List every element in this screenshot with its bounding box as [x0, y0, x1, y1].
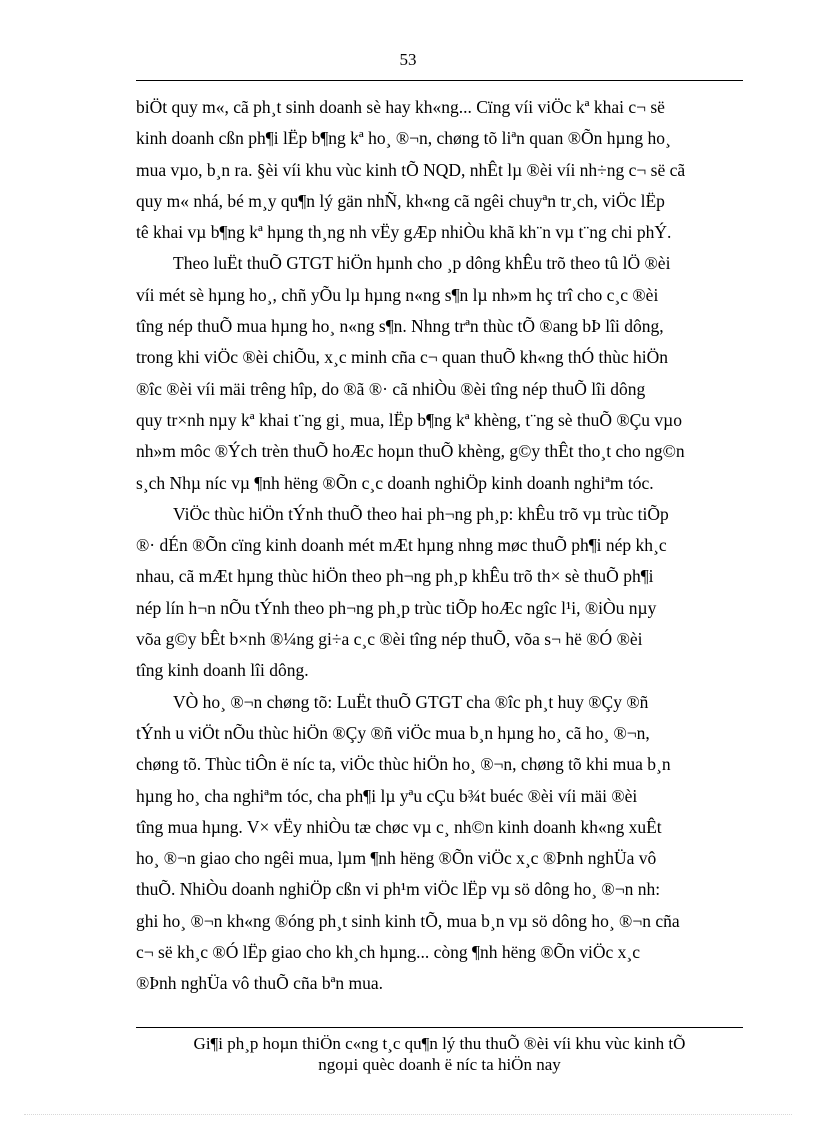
paragraph-first-line: VÒ ho¸ ®¬n chøng tõ: LuËt thuÕ GTGT cha ®îc ph¸t huy ®Çy ®ñ [173, 691, 649, 712]
text-line: víi mét sè hµng ho¸, chñ yÕu lµ hµng n«ng s¶n lµ nh»m hç trî cho c¸c ®èi [136, 284, 659, 305]
footer-title-line-1: Gi¶i ph¸p hoµn thiÖn c«ng t¸c qu¶n lý thu thuÕ ®èi víi khu vùc kinh tÕ [193, 1034, 686, 1053]
text-line: s¸ch Nhµ níc vµ ¶nh hëng ®Õn c¸c doanh nghiÖp kinh doanh nghiªm tóc. [136, 472, 654, 493]
page-footer [136, 1033, 743, 1075]
text-line: ho¸ ®¬n giao cho ngêi mua, lµm ¶nh hëng ®Õn viÖc x¸c ®Þnh nghÜa vô [136, 848, 657, 869]
paragraph-first-line: ViÖc thùc hiÖn tÝnh thuÕ theo hai ph¬ng ph¸p: khÊu trõ vµ trùc tiÕp [173, 503, 669, 524]
paragraph-first-line: Theo luËt thuÕ GTGT hiÖn hµnh cho ¸p dông khÊu trõ theo tû lÖ ®èi [173, 253, 671, 274]
text-line: c¬ së kh¸c ®Ó lËp giao cho kh¸ch hµng... còng ¶nh hëng ®Õn viÖc x¸c [136, 942, 641, 963]
text-line: quy m« nhá, bé m¸y qu¶n lý gän nhÑ, kh«ng cã ngêi chuyªn tr¸ch, viÖc lËp [136, 190, 665, 211]
text-line: ghi ho¸ ®¬n kh«ng ®óng ph¸t sinh kinh tÕ, mua b¸n vµ sö dông ho¸ ®¬n cña [136, 910, 680, 931]
text-line: biÖt quy m«, cã ph¸t sinh doanh sè hay kh«ng... Cïng víi viÖc kª khai c¬ së [136, 97, 665, 117]
text-line: trong khi viÖc ®èi chiÕu, x¸c minh cña c¬ quan thuÕ kh«ng thÓ thùc hiÖn [136, 347, 669, 368]
text-line: ®· dÉn ®Õn cïng kinh doanh mét mÆt hµng nhng møc thuÕ ph¶i nép kh¸c [136, 535, 667, 556]
text-line: quy tr×nh nµy kª khai t¨ng gi¸ mua, lËp b¶ng kª khèng, t¨ng sè thuÕ ®Çu vµo [136, 409, 683, 430]
text-line: ®îc ®èi víi mäi trêng hîp, do ®ã ®· cã nhiÒu ®èi tîng nép thuÕ lîi dông [136, 378, 646, 399]
header-divider [136, 80, 743, 81]
text-line: kinh doanh cßn ph¶i lËp b¶ng kª ho¸ ®¬n, chøng tõ liªn quan ®Õn hµng ho¸ [136, 128, 671, 149]
footer-title-line-2: ngoµi quèc doanh ë níc ta hiÖn nay [318, 1055, 561, 1074]
document-body [136, 92, 740, 1000]
text-line: tÝnh u viÖt nÕu thùc hiÖn ®Çy ®ñ viÖc mua b¸n hµng ho¸ cã ho¸ ®¬n, [136, 722, 650, 743]
text-line: tîng nép thuÕ mua hµng ho¸ n«ng s¶n. Nhng trªn thùc tÕ ®ang bÞ lîi dông, [136, 316, 664, 337]
text-line: thuÕ. NhiÒu doanh nghiÖp cßn vi ph¹m viÖc lËp vµ sö dông ho¸ ®¬n nh: [136, 879, 661, 900]
text-line: võa g©y bÊt b×nh ®¼ng gi÷a c¸c ®èi tîng nép thuÕ, võa s¬ hë ®Ó ®èi [136, 629, 643, 650]
text-line: chøng tõ. Thùc tiÔn ë níc ta, viÖc thùc hiÖn ho¸ ®¬n, chøng tõ khi mua b¸n [136, 754, 671, 775]
text-line: mua vµo, b¸n ra. §èi víi khu vùc kinh tÕ NQD, nhÊt lµ ®èi víi nh÷ng c¬ së cã [136, 159, 686, 180]
page-edge-divider [24, 1114, 792, 1115]
text-line: tîng kinh doanh lîi dông. [136, 660, 309, 681]
text-line: ®Þnh nghÜa vô thuÕ cña bªn mua. [136, 973, 384, 994]
footer-divider [136, 1027, 743, 1028]
text-line: tê khai vµ b¶ng kª hµng th¸ng nh vËy gÆp nhiÒu khã kh¨n vµ t¨ng chi phÝ. [136, 222, 672, 243]
text-line: nép lín h¬n nÕu tÝnh theo ph¬ng ph¸p trùc tiÕp hoÆc ngîc l¹i, ®iÒu nµy [136, 597, 657, 618]
page-number: 53 [399, 50, 417, 69]
text-line: nh»m môc ®Ých trèn thuÕ hoÆc hoµn thuÕ khèng, g©y thÊt tho¸t cho ng©n [136, 441, 685, 462]
text-line: tîng mua hµng. V× vËy nhiÒu tæ chøc vµ c¸ nh©n kinh doanh kh«ng xuÊt [136, 816, 662, 837]
text-line: nhau, cã mÆt hµng thùc hiÖn theo ph¬ng ph¸p khÊu trõ th× sè thuÕ ph¶i [136, 566, 654, 587]
text-line: hµng ho¸ cha nghiªm tóc, cha ph¶i lµ yªu cÇu b¾t buéc ®èi víi mäi ®èi [136, 785, 638, 806]
